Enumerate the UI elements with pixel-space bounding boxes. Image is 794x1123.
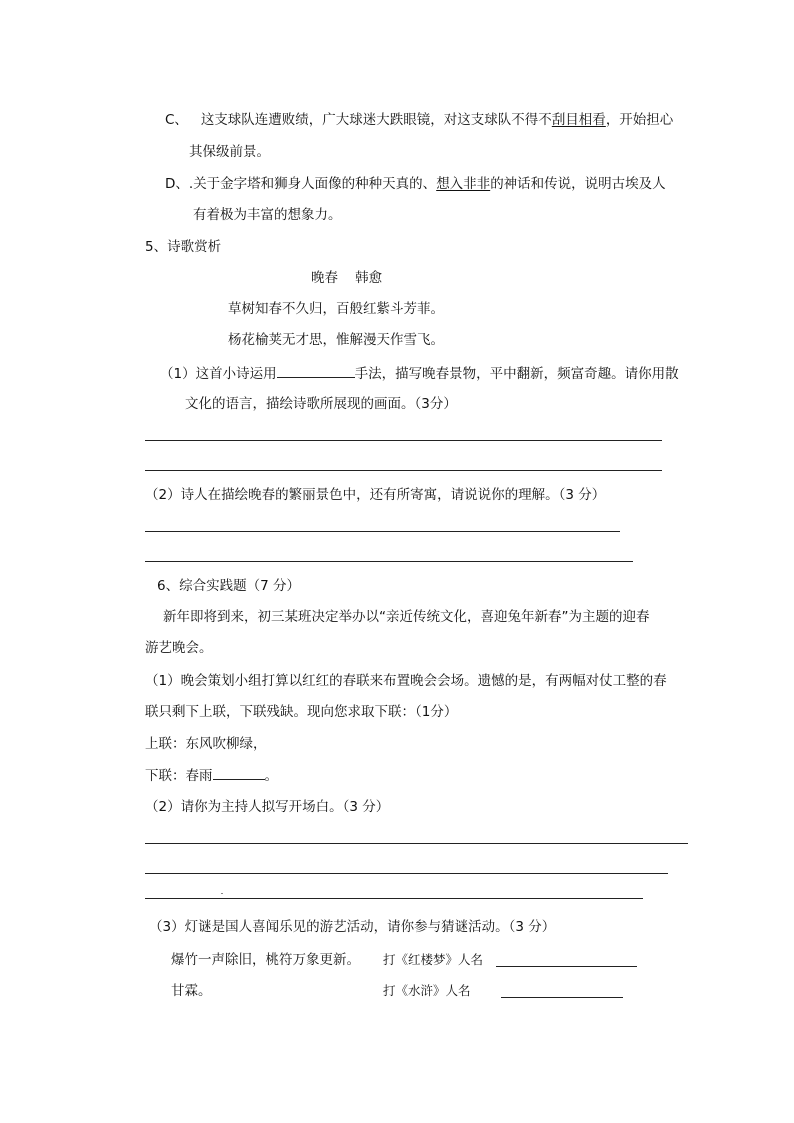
upper-couplet: 上联：东风吹柳绿，: [145, 736, 267, 752]
lower-couplet: [145, 766, 278, 785]
option-d-line2: 有着极为丰富的想象力。: [193, 207, 342, 223]
option-c-idiom: 刮目相看: [551, 112, 606, 128]
option-d-letter: D、.: [165, 176, 194, 192]
scan-speck: [221, 893, 223, 894]
option-c-line1: [165, 111, 673, 129]
option-d-text-after: 的神话和传说，说明古埃及人: [490, 176, 666, 192]
option-d-line1: [165, 175, 666, 193]
option-c-letter: C、: [165, 112, 188, 128]
answer-line[interactable]: [145, 561, 633, 562]
q6-sub3: （3）灯谜是国人喜闻乐见的游艺活动，请你参与猜谜活动。（3 分）: [149, 919, 556, 935]
poem-author: 韩愈: [355, 270, 383, 286]
q6-heading: 6、综合实践题（7 分）: [157, 578, 300, 594]
option-d-idiom: 想入非非: [436, 176, 491, 192]
riddle-2-text: 甘霖。: [171, 983, 212, 999]
answer-line[interactable]: [145, 470, 662, 471]
poem-title: 晚春: [311, 270, 338, 286]
q6-sub1-line1: （1）晚会策划小组打算以红红的春联来布置晚会会场。遗憾的是，有两幅对仗工整的春: [145, 673, 667, 689]
riddle-2-answer-line[interactable]: [501, 997, 623, 998]
riddle-1-answer-line[interactable]: [496, 966, 637, 967]
q6-sub2: （2）请你为主持人拟写开场白。（3 分）: [145, 799, 390, 815]
q5-sub1-prefix: （1）这首小诗运用: [160, 366, 277, 382]
riddle-1-text: 爆竹一声除旧，桃符万象更新。: [171, 952, 360, 968]
q5-sub1-suffix: 手法，描写晚春景物，平中翻新，频富奇趣。请你用散: [354, 366, 679, 382]
option-c-text-before: 这支球队连遭败绩，广大球迷大跌眼镜，对这支球队不得不: [200, 112, 552, 128]
q6-sub1-line2: 联只剩下上联，下联残缺。现向您求取下联：（1分）: [145, 704, 458, 720]
answer-line[interactable]: [145, 440, 662, 441]
answer-line[interactable]: [145, 873, 668, 874]
q5-sub2: （2）诗人在描绘晚春的繁丽景色中，还有所寄寓，请说说你的理解。（3 分）: [145, 487, 606, 503]
poem-line-2: 杨花榆荚无才思，惟解漫天作雪飞。: [228, 332, 444, 348]
q6-intro-line2: 游艺晚会。: [145, 640, 213, 656]
q5-sub1-line2: 文化的语言，描绘诗歌所展现的画面。（3分）: [185, 396, 457, 412]
lower-couplet-suffix: 。: [264, 768, 278, 784]
q5-sub1-blank[interactable]: [277, 364, 355, 378]
poem-title-line: [311, 269, 382, 287]
answer-line[interactable]: [145, 531, 620, 532]
q6-intro-line1: 新年即将到来，初三某班决定举办以“亲近传统文化，喜迎兔年新春”为主题的迎春: [163, 609, 650, 625]
option-c-text-after: ，开始担心: [605, 112, 674, 128]
option-c-line2: 其保级前景。: [189, 144, 270, 160]
riddle-1-hint: 打《红楼梦》人名: [383, 952, 484, 967]
lower-couplet-blank[interactable]: [213, 766, 265, 780]
option-d-text-before: 关于金字塔和狮身人面像的种种天真的、: [193, 176, 437, 192]
q5-heading: 5、诗歌赏析: [145, 239, 222, 255]
q5-sub1-line1: [160, 364, 679, 383]
lower-couplet-prefix: 下联：春雨: [145, 768, 213, 784]
answer-line[interactable]: [145, 898, 643, 899]
answer-line[interactable]: [145, 843, 688, 844]
poem-line-1: 草树知春不久归，百般红紫斗芳菲。: [228, 301, 444, 317]
riddle-2-hint: 打《水浒》人名: [383, 983, 471, 998]
